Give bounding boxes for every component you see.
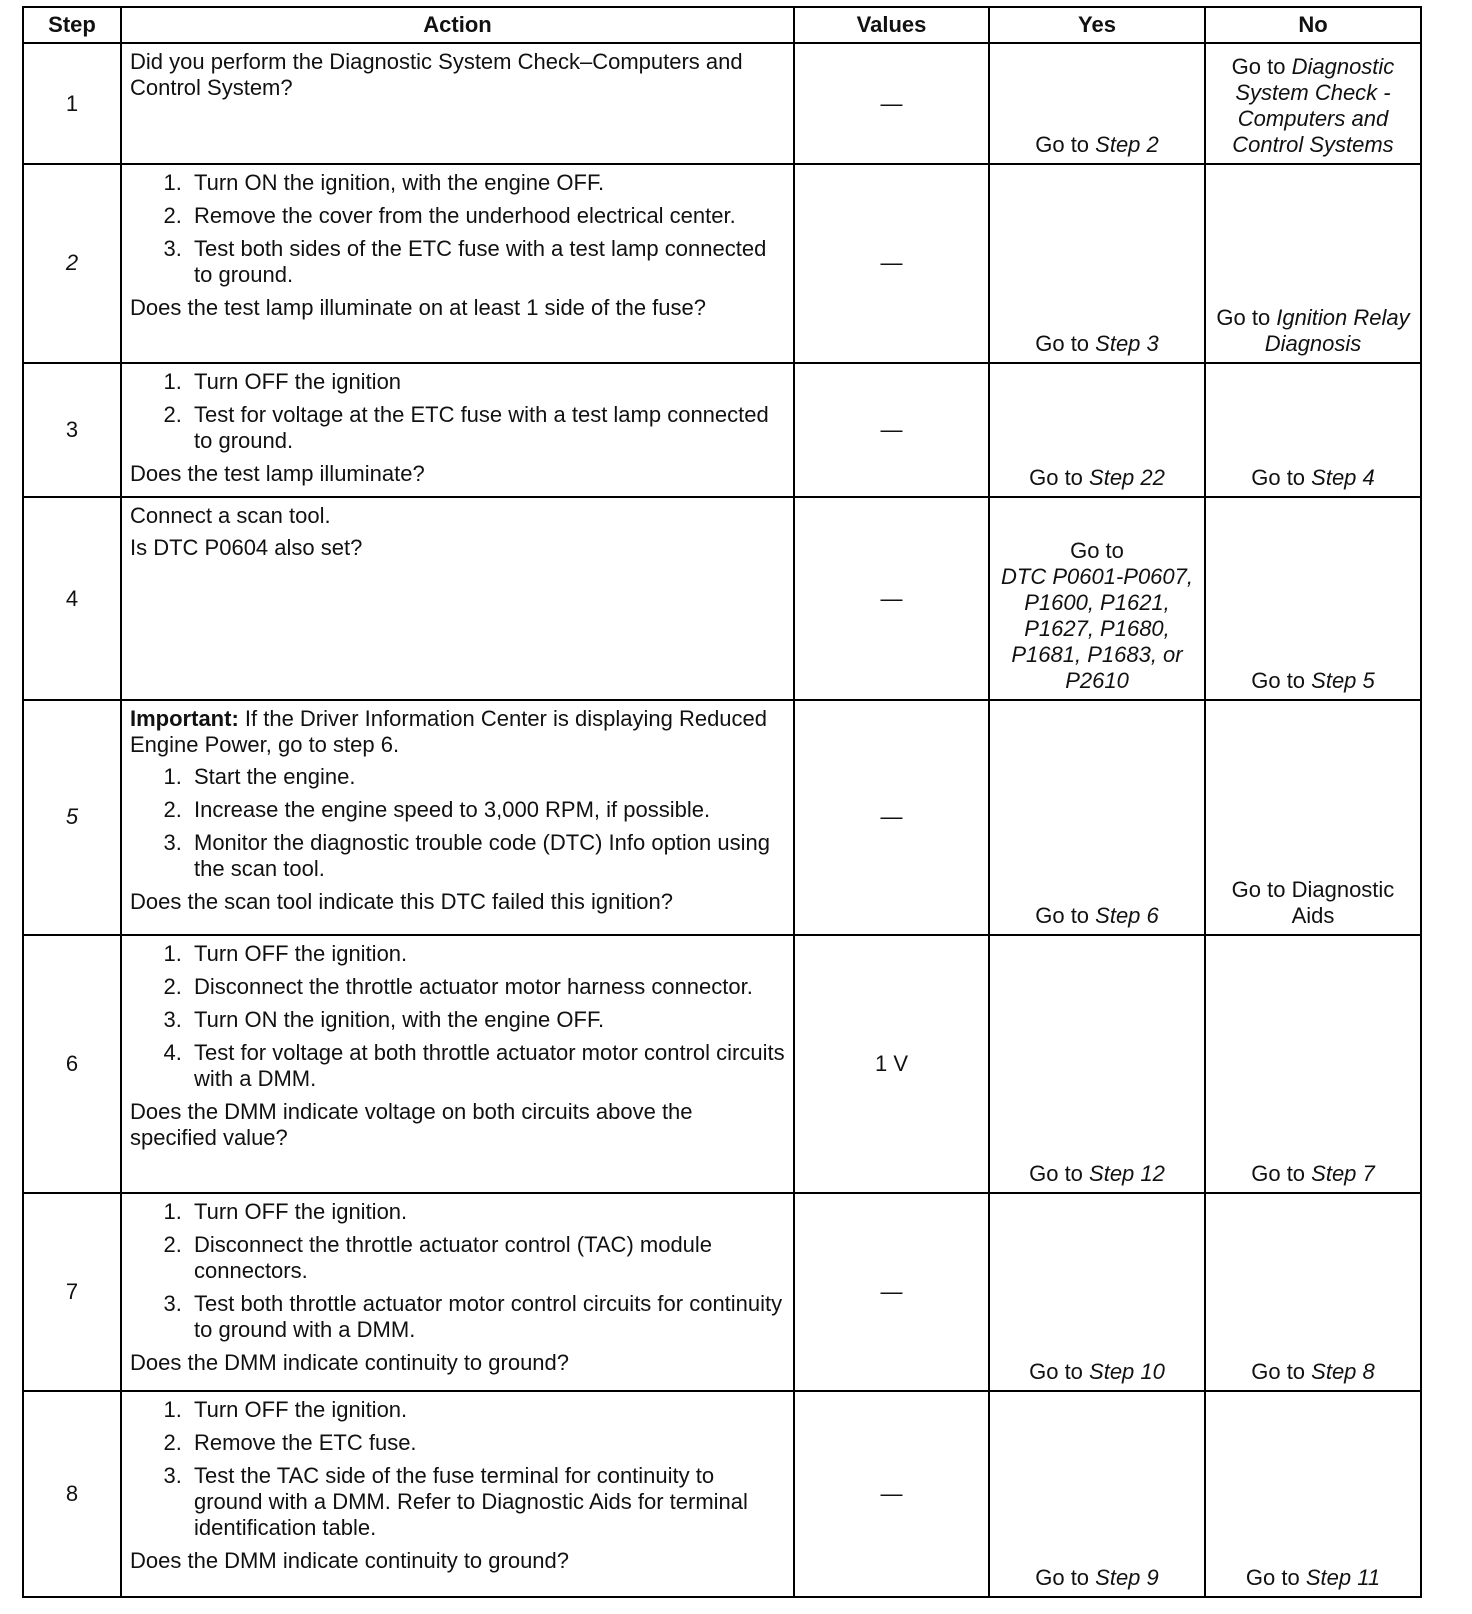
header-row [23,7,1421,43]
action-step-item: 3. Test both sides of the ETC fuse with a test lamp connected to ground. [188,236,785,288]
action-step-item: 2. Remove the cover from the underhood electrical center. [188,203,785,229]
no-go-to: Go to [1216,304,1277,330]
no-reference: Step 7 [1311,1161,1375,1187]
header-step: Step [23,7,121,43]
table-row [23,1391,1421,1597]
no-go-to: Go to [1231,54,1292,80]
table-row [23,164,1421,363]
yes-go-to: Go to [1070,538,1124,564]
step-number: 8 [23,1391,121,1597]
action-cell [121,1391,794,1597]
yes-reference: Step 12 [1089,1161,1165,1187]
important-label: Important: [130,706,239,732]
action-cell [121,363,794,497]
action-question: Does the test lamp illuminate? [130,460,425,486]
action-text: Connect a scan tool. [130,503,331,529]
action-cell [121,700,794,935]
action-step-item: 2. Remove the ETC fuse. [188,1430,785,1456]
action-cell [121,43,794,164]
table-row [23,363,1421,497]
yes-cell [989,164,1205,363]
important-text: If the Driver Information Center is displaying Reduced Engine Power, go to step 6. [130,706,768,757]
no-cell [1205,164,1421,363]
action-text: Did you perform the Diagnostic System Check–Computers and Control System? [130,49,743,100]
action-step-item: 4. Test for voltage at both throttle actuator motor control circuits with a DMM. [188,1040,785,1092]
yes-cell [989,43,1205,164]
header-no: No [1205,7,1421,43]
no-cell [1205,1193,1421,1391]
table-row [23,1193,1421,1391]
action-step-item: 3. Test the TAC side of the fuse terminal for continuity to ground with a DMM. Refer to Diagnostic Aids for terminal identification table. [188,1463,785,1541]
no-go-to: Go to [1251,1358,1312,1384]
table-row [23,497,1421,700]
action-step-item: 3. Test both throttle actuator motor control circuits for continuity to ground with a DMM. [188,1291,785,1343]
step-number: 1 [23,43,121,164]
yes-go-to: Go to [1029,465,1090,491]
action-step-item: 2. Increase the engine speed to 3,000 RPM, if possible. [188,797,785,823]
yes-cell [989,1193,1205,1391]
header-yes: Yes [989,7,1205,43]
table-row [23,700,1421,935]
no-reference: Step 5 [1311,668,1375,694]
no-cell [1205,43,1421,164]
action-step-item: 2. Disconnect the throttle actuator control (TAC) module connectors. [188,1232,785,1284]
yes-cell [989,497,1205,700]
action-step-item: 2. Test for voltage at the ETC fuse with a test lamp connected to ground. [188,402,785,454]
yes-reference: DTC P0601-P0607, P1600, P1621, P1627, P1680, P1681, P1683, or P2610 [1001,564,1193,694]
action-question: Does the DMM indicate continuity to ground? [130,1349,570,1375]
no-reference: Step 4 [1311,465,1375,491]
value-cell: — [794,1391,989,1597]
step-number: 2 [23,164,121,363]
step-number: 5 [23,700,121,935]
yes-cell [989,363,1205,497]
important-note [130,706,785,758]
no-reference: Step 11 [1305,1565,1381,1591]
header-values: Values [794,7,989,43]
table-row [23,935,1421,1193]
yes-reference: Step 3 [1095,330,1159,356]
action-steps [130,764,785,882]
no-cell [1205,1391,1421,1597]
action-steps [130,1199,785,1343]
value-cell: — [794,363,989,497]
action-cell [121,935,794,1193]
action-question: Does the DMM indicate continuity to ground? [130,1547,570,1573]
action-step-item: 1. Turn OFF the ignition. [188,1397,785,1423]
yes-cell [989,935,1205,1193]
step-number: 7 [23,1193,121,1391]
step-number: 3 [23,363,121,497]
yes-go-to: Go to [1035,330,1096,356]
value-cell: — [794,43,989,164]
yes-reference: Step 2 [1095,132,1159,157]
action-step-item: 3. Turn ON the ignition, with the engine OFF. [188,1007,785,1033]
no-cell [1205,935,1421,1193]
no-go-to: Go to [1245,1565,1306,1591]
value-cell: — [794,497,989,700]
diagnostic-table [22,6,1422,1598]
yes-cell [989,1391,1205,1597]
no-go-to: Go to [1251,1161,1312,1187]
action-step-item: 3. Monitor the diagnostic trouble code (DTC) Info option using the scan tool. [188,830,785,882]
table-row [23,43,1421,164]
step-number: 6 [23,935,121,1193]
yes-cell [989,700,1205,935]
yes-go-to: Go to [1035,132,1096,157]
step-number: 4 [23,497,121,700]
action-cell [121,1193,794,1391]
no-cell [1205,700,1421,935]
yes-go-to: Go to [1029,1161,1090,1187]
action-steps [130,941,785,1092]
action-step-item: 2. Disconnect the throttle actuator motor harness connector. [188,974,785,1000]
action-steps [130,369,785,454]
yes-reference: Step 9 [1095,1565,1159,1591]
action-step-item: 1. Turn OFF the ignition [188,369,785,395]
action-step-item: 1. Start the engine. [188,764,785,790]
no-cell [1205,497,1421,700]
yes-go-to: Go to [1029,1358,1090,1384]
no-reference: Step 8 [1311,1358,1375,1384]
action-steps [130,1397,785,1541]
action-cell [121,497,794,700]
no-reference: Ignition Relay Diagnosis [1264,304,1410,356]
no-go-to: Go to [1251,465,1312,491]
value-cell: — [794,1193,989,1391]
yes-reference: Step 22 [1089,465,1165,491]
value-cell: — [794,700,989,935]
action-cell [121,164,794,363]
value-cell: — [794,164,989,363]
header-action: Action [121,7,794,43]
action-steps [130,170,785,288]
no-reference: Diagnostic System Check - Computers and Control Systems [1232,54,1395,157]
value-cell: 1 V [794,935,989,1193]
action-question: Does the DMM indicate voltage on both circuits above the specified value? [130,1098,693,1150]
no-go-to: Go to Diagnostic Aids [1231,876,1395,928]
yes-reference: Step 10 [1089,1358,1165,1384]
action-question: Is DTC P0604 also set? [130,535,363,561]
yes-go-to: Go to [1035,1565,1096,1591]
action-step-item: 1. Turn OFF the ignition. [188,1199,785,1225]
yes-reference: Step 6 [1095,902,1159,928]
action-question: Does the scan tool indicate this DTC failed this ignition? [130,888,673,914]
no-go-to: Go to [1251,668,1312,694]
yes-go-to: Go to [1035,902,1096,928]
action-step-item: 1. Turn OFF the ignition. [188,941,785,967]
action-question: Does the test lamp illuminate on at least 1 side of the fuse? [130,294,706,320]
no-cell [1205,363,1421,497]
action-step-item: 1. Turn ON the ignition, with the engine OFF. [188,170,785,196]
